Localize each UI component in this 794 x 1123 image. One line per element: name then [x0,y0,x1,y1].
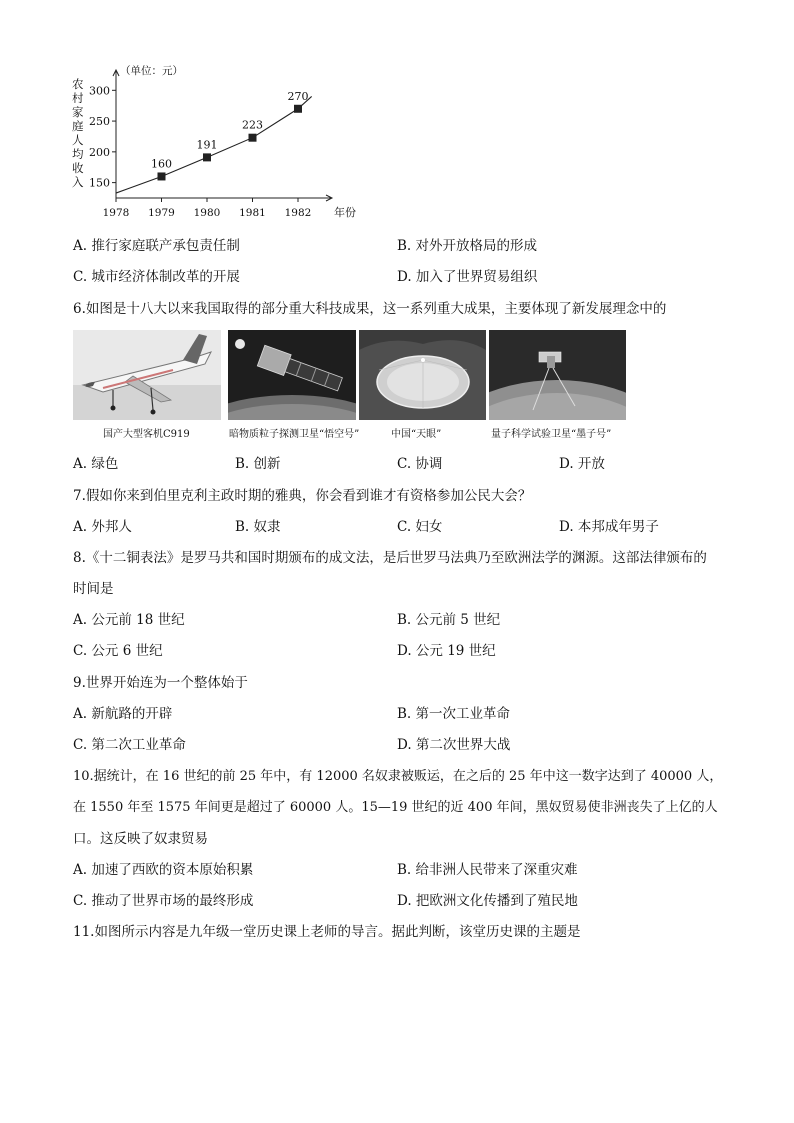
y-tick-label: 300 [89,84,110,98]
q6-photo-strip [73,330,633,442]
q8-options-row1 [73,608,753,630]
q7-option-b[interactable]: B. 奴隶 [235,519,281,535]
y-tick-label: 250 [89,115,110,129]
q9-option-d[interactable]: D. 第二次世界大战 [397,737,511,753]
q5-option-d[interactable]: D. 加入了世界贸易组织 [397,269,538,285]
x-tick-label: 1978 [102,207,130,219]
q5-option-b[interactable]: B. 对外开放格局的形成 [397,238,538,254]
q10-option-d[interactable]: D. 把欧洲文化传播到了殖民地 [397,893,578,909]
q10-option-c[interactable]: C. 推动了世界市场的最终形成 [73,893,254,909]
q10-option-b[interactable]: B. 给非洲人民带来了深重灾难 [397,862,578,878]
x-axis-label: 年份 [334,206,356,219]
q5-option-c[interactable]: C. 城市经济体制改革的开展 [73,269,240,285]
q9-option-c[interactable]: C. 第二次工业革命 [73,737,186,753]
q6-options [73,452,753,474]
q7-option-c[interactable]: C. 妇女 [397,519,443,535]
q11-stem: 11.如图所示内容是九年级一堂历史课上老师的导言。据此判断，该堂历史课的主题是 [73,924,581,940]
q8-stem-line1: 8.《十二铜表法》是罗马共和国时期颁布的成文法，是后世罗马法典乃至欧洲法学的渊源。这部法律颁布的 [73,550,707,566]
x-tick-label: 1982 [284,207,312,219]
x-tick-label: 1979 [148,207,175,219]
data-point-marker [249,134,257,142]
q10-options-row1 [73,858,753,880]
q6-option-b[interactable]: B. 创新 [235,456,281,472]
q10-options-row2 [73,889,753,911]
q5-option-a[interactable]: A. 推行家庭联产承包责任制 [73,238,240,254]
q9-options-row2 [73,733,753,755]
unit-label: （单位：元） [120,65,183,77]
y-axis-label-char: 农 [72,77,84,91]
income-line-chart [70,58,360,226]
q9-option-a[interactable]: A. 新航路的开辟 [73,706,173,722]
q8-options-row2 [73,639,753,661]
data-label: 223 [242,118,263,132]
y-axis-label-char: 入 [72,175,84,189]
y-axis-label-char: 收 [72,161,84,175]
wukong-satellite-photo [228,330,356,420]
q7-stem: 7.假如你来到伯里克利主政时期的雅典，你会看到谁才有资格参加公民大会？ [73,488,532,504]
caption-wukong: 暗物质粒子探测卫星“悟空号” [229,429,360,440]
data-point-marker [294,105,302,113]
q6-option-d[interactable]: D. 开放 [559,456,605,472]
q9-options-row1 [73,702,753,724]
y-axis-label-char: 家 [72,105,84,119]
caption-fast: 中国“天眼” [391,429,442,440]
y-tick-label: 150 [89,176,110,190]
q10-option-a[interactable]: A. 加速了西欧的资本原始积累 [73,862,254,878]
q10-stem-line2: 在 1550 年至 1575 年间更是超过了 60000 人。15—19 世纪的近 400 年间，黑奴贸易使非洲丧失了上亿的人 [73,800,718,815]
q8-option-a[interactable]: A. 公元前 18 世纪 [73,612,185,628]
fast-telescope-photo [359,330,486,420]
data-label: 270 [287,89,309,103]
q5-options-row2 [73,265,753,287]
q6-stem: 6.如图是十八大以来我国取得的部分重大科技成果，这一系列重大成果，主要体现了新发展理念中的 [73,301,667,317]
q5-options-row1 [73,234,753,256]
y-axis-label-char: 庭 [72,119,84,133]
q6-option-a[interactable]: A. 绿色 [73,456,119,472]
q8-option-b[interactable]: B. 公元前 5 世纪 [397,612,501,628]
caption-micius: 量子科学试验卫星“墨子号” [491,429,612,440]
caption-c919: 国产大型客机C919 [103,429,190,440]
x-tick-label: 1981 [239,207,266,219]
y-axis-label-char: 村 [72,91,84,105]
y-axis-label-char: 均 [72,147,84,161]
x-tick-label: 1980 [193,207,221,219]
q8-option-d[interactable]: D. 公元 19 世纪 [397,643,496,659]
data-label: 160 [151,157,172,171]
micius-satellite-photo [489,330,626,420]
q7-option-d[interactable]: D. 本邦成年男子 [559,519,659,535]
data-point-marker [203,153,211,161]
y-axis-label-char: 人 [72,133,84,147]
y-tick-label: 200 [89,145,110,159]
q7-option-a[interactable]: A. 外邦人 [73,519,132,535]
data-point-marker [158,172,166,180]
q10-stem-line3: 口。这反映了奴隶贸易 [73,831,208,847]
q6-option-c[interactable]: C. 协调 [397,456,443,472]
q7-options [73,515,753,537]
c919-aircraft-photo [73,330,221,420]
q8-option-c[interactable]: C. 公元 6 世纪 [73,643,163,659]
q9-option-b[interactable]: B. 第一次工业革命 [397,706,511,722]
data-label: 191 [196,138,218,152]
q10-stem-line1: 10.据统计，在 16 世纪的前 25 年中，有 12000 名奴隶被贩运，在之后的 25 年中这一数字达到了 40000 人， [73,769,723,784]
q8-stem-line2: 时间是 [73,581,114,597]
q9-stem: 9.世界开始连为一个整体始于 [73,675,248,691]
